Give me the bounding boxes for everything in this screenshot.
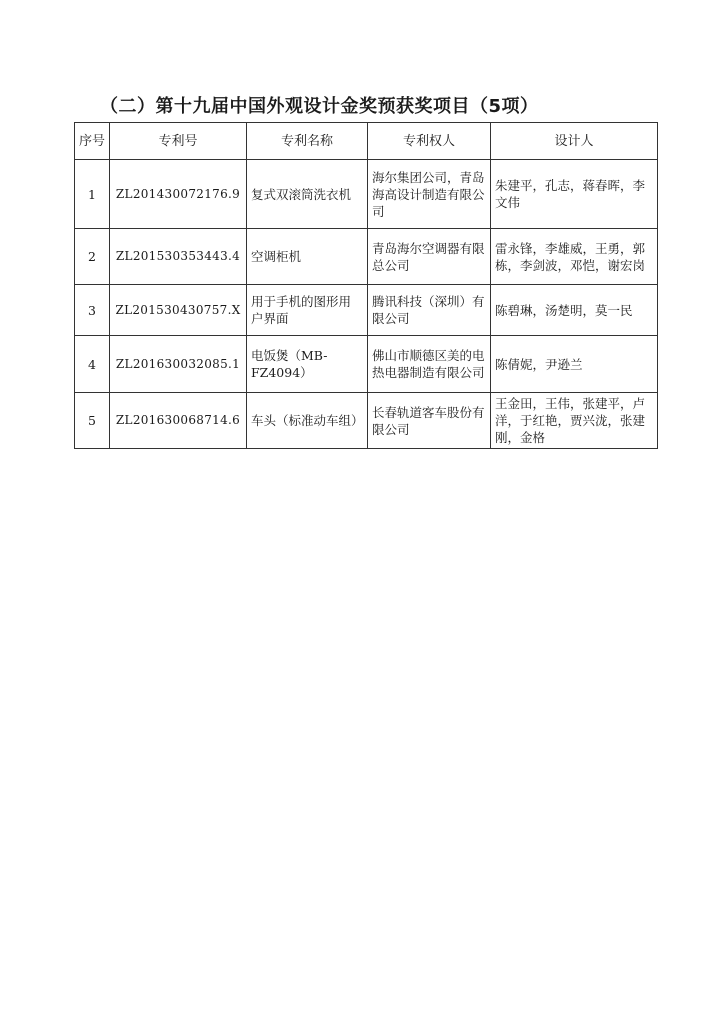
page-title: （二）第十九届中国外观设计金奖预获奖项目（5项） <box>100 96 539 117</box>
awards-table <box>74 122 658 449</box>
cell-patent-no: ZL201630032085.1 <box>110 336 247 393</box>
cell-patent-name: 复式双滚筒洗衣机 <box>247 160 368 229</box>
cell-owner: 海尔集团公司，青岛海高设计制造有限公司 <box>368 160 491 229</box>
cell-owner: 青岛海尔空调器有限总公司 <box>368 229 491 285</box>
cell-patent-name: 用于手机的图形用户界面 <box>247 285 368 336</box>
table-row <box>75 160 658 229</box>
cell-no: 2 <box>75 229 110 285</box>
cell-patent-name: 电饭煲（MB-FZ4094） <box>247 336 368 393</box>
header-owner: 专利权人 <box>368 123 491 160</box>
header-patent-name: 专利名称 <box>247 123 368 160</box>
header-designer: 设计人 <box>491 123 658 160</box>
cell-owner: 长春轨道客车股份有限公司 <box>368 393 491 449</box>
table-header-row <box>75 123 658 160</box>
cell-no: 3 <box>75 285 110 336</box>
table-row <box>75 229 658 285</box>
cell-no: 1 <box>75 160 110 229</box>
cell-designer: 陈碧琳，汤楚明，莫一民 <box>491 285 658 336</box>
cell-designer: 雷永锋，李雄威，王勇，郭栋，李剑波，邓恺，谢宏岗 <box>491 229 658 285</box>
cell-patent-no: ZL201630068714.6 <box>110 393 247 449</box>
table-row <box>75 285 658 336</box>
cell-patent-no: ZL201530430757.X <box>110 285 247 336</box>
cell-designer: 王金田，王伟，张建平，卢洋，于红艳，贾兴泷，张建刚，金格 <box>491 393 658 449</box>
cell-no: 4 <box>75 336 110 393</box>
header-no: 序号 <box>75 123 110 160</box>
cell-no: 5 <box>75 393 110 449</box>
cell-designer: 陈倩妮，尹逊兰 <box>491 336 658 393</box>
cell-patent-no: ZL201530353443.4 <box>110 229 247 285</box>
cell-patent-no: ZL201430072176.9 <box>110 160 247 229</box>
cell-owner: 腾讯科技（深圳）有限公司 <box>368 285 491 336</box>
cell-owner: 佛山市顺德区美的电热电器制造有限公司 <box>368 336 491 393</box>
cell-patent-name: 车头（标准动车组） <box>247 393 368 449</box>
header-patent-no: 专利号 <box>110 123 247 160</box>
table-row <box>75 336 658 393</box>
cell-patent-name: 空调柜机 <box>247 229 368 285</box>
cell-designer: 朱建平，孔志，蒋春晖，李文伟 <box>491 160 658 229</box>
table-row <box>75 393 658 449</box>
